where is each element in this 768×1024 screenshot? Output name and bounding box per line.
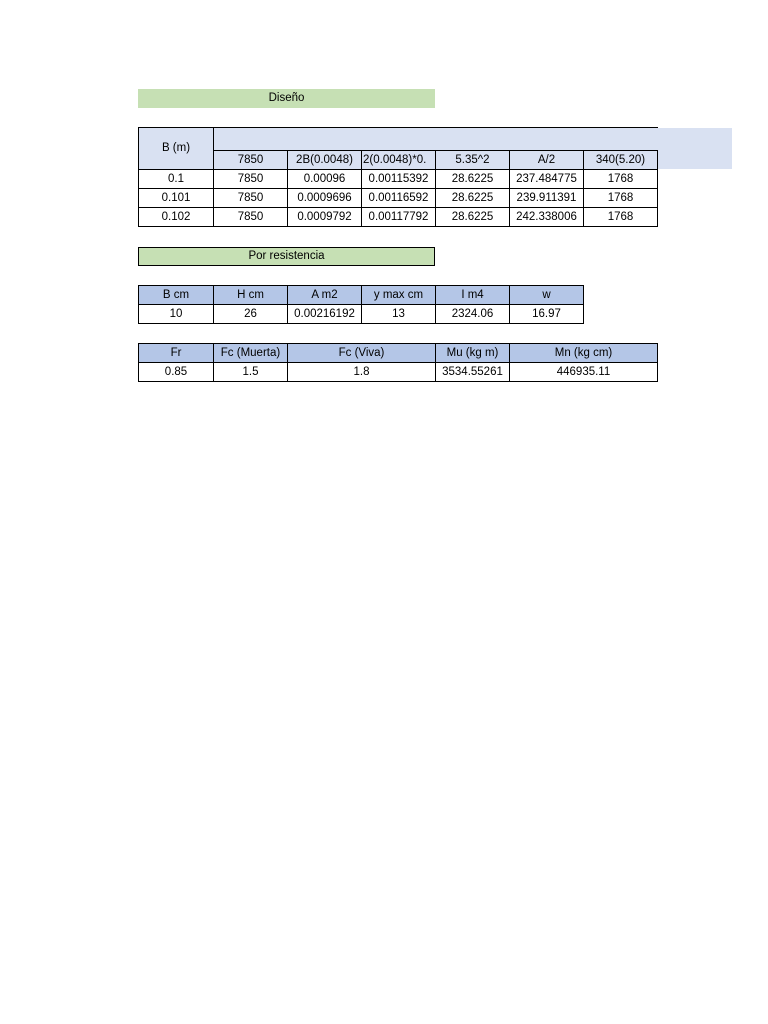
table-cell: 26 (213, 304, 288, 324)
table-header: Fc (Muerta) (213, 343, 288, 363)
table-cell: 0.1 (138, 169, 214, 189)
table-cell: 1.8 (287, 362, 436, 382)
diseno-title: Diseño (138, 89, 435, 108)
table-cell: 0.102 (138, 207, 214, 227)
table-header: y max cm (361, 285, 436, 305)
table-cell: 0.00117792 (361, 207, 436, 227)
table-cell: 239.911391 (509, 188, 584, 208)
header-cell: 7850 (213, 150, 288, 170)
table-cell: 0.00216192 (287, 304, 362, 324)
table-cell: 242.338006 (509, 207, 584, 227)
table-header: A m2 (287, 285, 362, 305)
table-cell: 1768 (583, 188, 658, 208)
table-cell: 28.6225 (435, 169, 510, 189)
por-resistencia-title: Por resistencia (138, 247, 435, 266)
table-header: H cm (213, 285, 288, 305)
table-cell: 16.97 (509, 304, 584, 324)
header-cell: 5.35^2 (435, 150, 510, 170)
table-cell: 28.6225 (435, 207, 510, 227)
table-cell: 0.00096 (287, 169, 362, 189)
table-cell: 7850 (213, 207, 288, 227)
table-cell: 237.484775 (509, 169, 584, 189)
table-cell: 0.85 (138, 362, 214, 382)
table-cell: 10 (138, 304, 214, 324)
table-cell: 1768 (583, 207, 658, 227)
table-cell: 0.0009696 (287, 188, 362, 208)
header-cell: A/2 (509, 150, 584, 170)
table-cell: 1.5 (213, 362, 288, 382)
table-header: Fr (138, 343, 214, 363)
table-header: I m4 (435, 285, 510, 305)
table-header: w (509, 285, 584, 305)
table-cell: 0.00115392 (361, 169, 436, 189)
table-header: Fc (Viva) (287, 343, 436, 363)
table-cell: 7850 (213, 188, 288, 208)
table-cell: 0.0009792 (287, 207, 362, 227)
header-band-line (213, 127, 658, 128)
table-cell: 2324.06 (435, 304, 510, 324)
table-cell: 0.101 (138, 188, 214, 208)
table-cell: 3534.55261 (435, 362, 510, 382)
table-cell: 0.00116592 (361, 188, 436, 208)
header-cell: 340(5.20) (583, 150, 658, 170)
header-cell: 2(0.0048)*0. (361, 150, 436, 170)
table-cell: 7850 (213, 169, 288, 189)
table-cell: 1768 (583, 169, 658, 189)
header-b-m: B (m) (138, 127, 214, 170)
table-cell: 446935.11 (509, 362, 658, 382)
header-cell: 2B(0.0048) (287, 150, 362, 170)
table-cell: 28.6225 (435, 188, 510, 208)
table-header: Mu (kg m) (435, 343, 510, 363)
table-header: Mn (kg cm) (509, 343, 658, 363)
table-cell: 13 (361, 304, 436, 324)
table-header: B cm (138, 285, 214, 305)
